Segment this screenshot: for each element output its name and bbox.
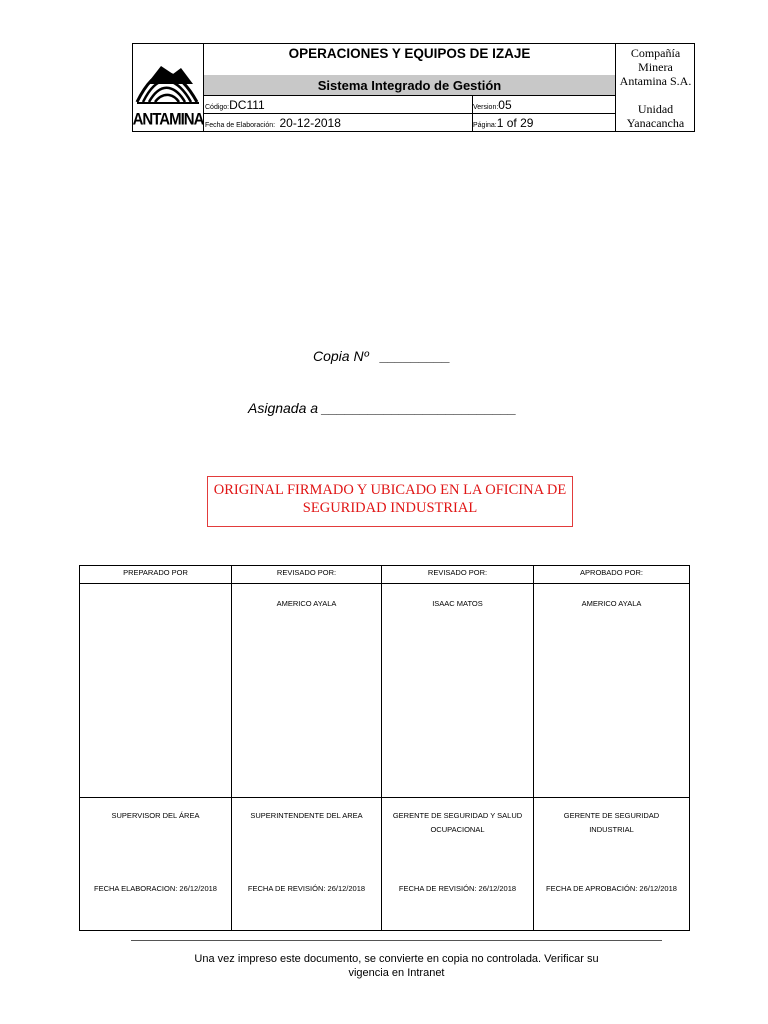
role-3-line2: OCUPACIONAL bbox=[430, 825, 485, 834]
logo-cell bbox=[133, 44, 204, 131]
role-4-line2: INDUSTRIAL bbox=[589, 825, 634, 834]
fecha-label: Fecha de Elaboración: bbox=[205, 122, 276, 129]
signer-role-4 bbox=[534, 809, 689, 837]
document-title: OPERACIONES Y EQUIPOS DE IZAJE bbox=[204, 44, 615, 76]
pagina-cell bbox=[472, 114, 616, 131]
fecha-value: 20-12-2018 bbox=[279, 116, 341, 130]
footer-note bbox=[131, 952, 662, 980]
header-preparado: PREPARADO POR bbox=[123, 568, 188, 577]
document-header bbox=[132, 43, 695, 132]
asignada-field: Asignada a _________________________ bbox=[248, 400, 517, 416]
unit-line1: Unidad bbox=[637, 102, 674, 116]
pagina-label: Página: bbox=[473, 122, 497, 129]
date-page-row bbox=[204, 114, 615, 131]
header-revisado-1: REVISADO POR: bbox=[276, 568, 337, 577]
header-revisado-2: REVISADO POR: bbox=[427, 568, 488, 577]
footer-line1: Una vez impreso este documento, se convierte en copia no controlada. Verificar su bbox=[194, 953, 599, 965]
document-subtitle: Sistema Integrado de Gestión bbox=[204, 75, 615, 96]
date-elaboracion: FECHA ELABORACION: 26/12/2018 bbox=[94, 884, 217, 893]
company-line1: Compañía bbox=[630, 46, 681, 60]
role-3-line1: GERENTE DE SEGURIDAD Y SALUD bbox=[392, 811, 523, 820]
header-aprobado: APROBADO POR: bbox=[580, 568, 643, 577]
role-1-line1: SUPERVISOR DEL ÁREA bbox=[111, 811, 200, 820]
unit-line2: Yanacancha bbox=[626, 116, 685, 130]
code-version-row bbox=[204, 96, 615, 114]
date-aprobacion: FECHA DE APROBACIÓN: 26/12/2018 bbox=[546, 884, 677, 893]
version-value: 05 bbox=[498, 98, 512, 112]
signer-name-2: AMERICO AYALA bbox=[276, 599, 337, 608]
version-label: Version: bbox=[473, 104, 499, 111]
notice-line2: SEGURIDAD INDUSTRIAL bbox=[302, 500, 478, 516]
codigo-value: DC111 bbox=[229, 98, 265, 112]
copia-field: Copia Nº _________ bbox=[313, 348, 451, 364]
version-cell bbox=[472, 96, 616, 113]
role-2-line1: SUPERINTENDENTE DEL AREA bbox=[250, 811, 363, 820]
signature-table bbox=[79, 565, 690, 931]
company-line3: Antamina S.A. bbox=[619, 74, 692, 88]
codigo-cell bbox=[204, 96, 473, 113]
company-line2: Minera bbox=[638, 60, 673, 74]
footer-divider bbox=[131, 940, 662, 941]
date-revision-1: FECHA DE REVISIÓN: 26/12/2018 bbox=[247, 884, 366, 893]
role-4-line1: GERENTE DE SEGURIDAD bbox=[563, 811, 660, 820]
signer-role-3 bbox=[382, 809, 533, 837]
date-revision-2: FECHA DE REVISIÓN: 26/12/2018 bbox=[398, 884, 517, 893]
antamina-logo bbox=[133, 44, 203, 131]
signer-name-4: AMERICO AYALA bbox=[581, 599, 642, 608]
original-notice-box bbox=[207, 476, 573, 527]
notice-line1: ORIGINAL FIRMADO Y UBICADO EN LA OFICINA DE bbox=[213, 482, 567, 498]
company-cell bbox=[615, 44, 695, 131]
pagina-value: 1 of 29 bbox=[496, 116, 534, 130]
svg-text:ANTAMINA: ANTAMINA bbox=[133, 110, 203, 129]
fecha-cell bbox=[204, 114, 473, 131]
signer-name-3: ISAAC MATOS bbox=[432, 599, 483, 608]
signer-role-2 bbox=[232, 809, 381, 823]
codigo-label: Código: bbox=[205, 104, 230, 111]
signer-role-1 bbox=[80, 809, 231, 823]
footer-line2: vigencia en Intranet bbox=[348, 967, 445, 979]
